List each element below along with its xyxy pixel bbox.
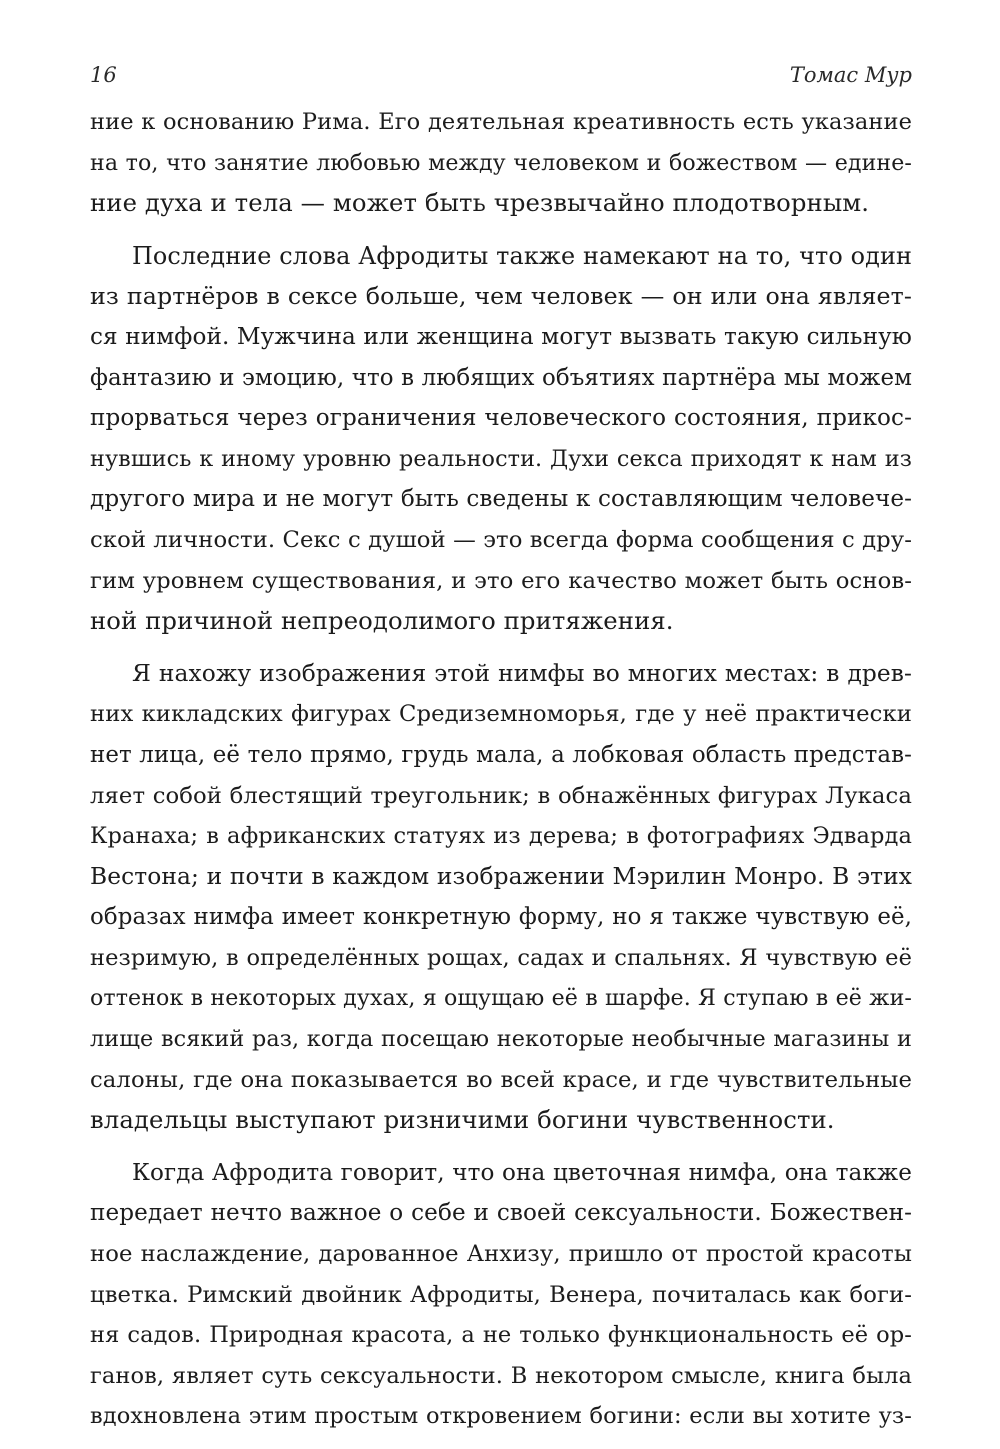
text-line: другого мира и не могут быть сведены к составляющим человече- (90, 486, 912, 513)
text-line: ся нимфой. Мужчина или женщина могут вызвать такую сильную (90, 323, 912, 350)
text-line: вдохновлена этим простым откровением богини: если вы хотите уз- (90, 1403, 912, 1430)
text-line: цветка. Римский двойник Афродиты, Венера, почиталась как боги- (90, 1281, 912, 1308)
running-head-author: Томас Мур (789, 63, 912, 87)
text-line: ня садов. Природная красота, а не только функциональность её ор- (90, 1322, 912, 1349)
text-line: Я нахожу изображения этой нимфы во многих местах: в древ- (132, 659, 912, 687)
text-line: прорваться через ограничения человеческого состояния, прикос- (90, 405, 912, 432)
body-text (90, 102, 912, 1449)
page-number: 16 (90, 63, 117, 87)
text-line: ляет собой блестящий треугольник; в обнажённых фигурах Лукаса (90, 782, 912, 809)
text-line: ное наслаждение, дарованное Анхизу, пришло от простой красоты (90, 1241, 912, 1268)
text-line: фантазию и эмоцию, что в любящих объятиях партнёра мы можем (90, 364, 912, 391)
text-line: нет лица, её тело прямо, грудь мала, а лобковая область представ- (90, 741, 912, 768)
paragraph (90, 236, 912, 642)
text-line: оттенок в некоторых духах, я ощущаю её в шарфе. Я ступаю в её жи- (90, 985, 912, 1012)
text-line: владельцы выступают ризничими богини чувственности. (90, 1105, 835, 1135)
text-line: на то, что занятие любовью между человеком и божеством — едине- (90, 149, 912, 176)
text-line: из партнёров в сексе больше, чем человек — он или она являет- (90, 282, 912, 311)
text-line: гим уровнем существования, и это его качество может быть основ- (90, 567, 912, 594)
running-head (90, 62, 912, 88)
text-line: них кикладских фигурах Средиземноморья, где у неё практически (90, 701, 912, 728)
text-line: передает нечто важное о себе и своей сексуальности. Божествен- (90, 1200, 912, 1227)
text-line: незримую, в определённых рощах, садах и спальнях. Я чувствую её (90, 944, 912, 971)
text-line: образах нимфа имеет конкретную форму, но я также чувствую её, (90, 904, 912, 931)
text-line: Когда Афродита говорит, что она цветочная нимфа, она также (132, 1159, 912, 1186)
text-line: ской личности. Секс с душой — это всегда форма сообщения с дру- (90, 526, 912, 553)
text-line: ной причиной непреодолимого притяжения. (90, 606, 674, 636)
text-line: Вестона; и почти в каждом изображении Мэрилин Монро. В этих (90, 862, 912, 890)
paragraph (90, 102, 912, 224)
text-line: ганов, являет суть сексуальности. В некотором смысле, книга была (90, 1362, 912, 1389)
text-line: ние духа и тела — может быть чрезвычайно плодотворным. (90, 188, 870, 218)
text-line: лище всякий раз, когда посещаю некоторые необычные магазины и (90, 1026, 912, 1053)
text-line: салоны, где она показывается во всей красе, и где чувствительные (90, 1066, 912, 1093)
text-line: Последние слова Афродиты также намекают на то, что один (132, 241, 912, 270)
text-line: ние к основанию Рима. Его деятельная креативность есть указание (90, 109, 912, 135)
text-line: Кранаха; в африканских статуях из дерева; в фотографиях Эдварда (90, 823, 912, 850)
paragraph (90, 654, 912, 1141)
paragraph (90, 1153, 912, 1437)
text-line: нувшись к иному уровню реальности. Духи секса приходят к нам из (90, 445, 912, 472)
